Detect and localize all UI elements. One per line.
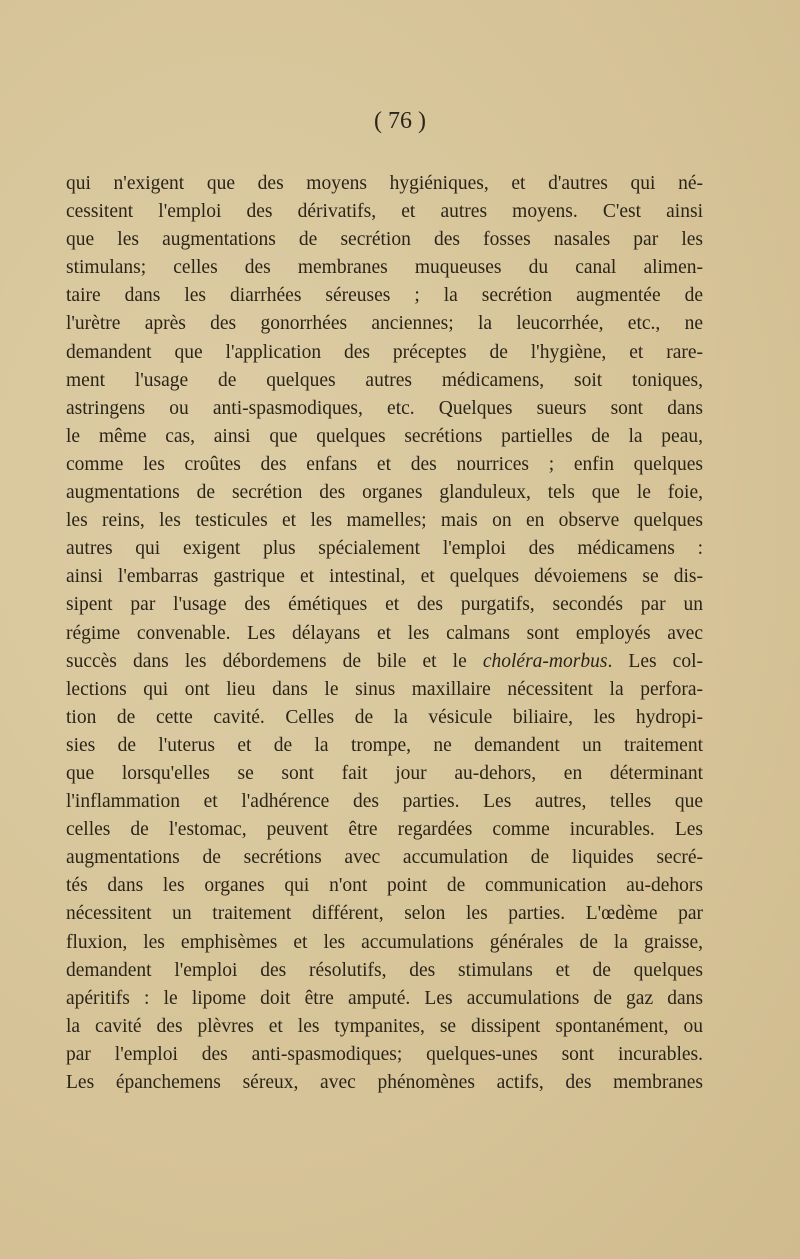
text-line: tion de cette cavité. Celles de la vésicule biliaire, les hydropi- (66, 706, 703, 728)
text-line: comme les croûtes des enfans et des nourrices ; enfin quelques (66, 453, 703, 475)
text-line: qui n'exigent que des moyens hygiéniques, et d'autres qui né- (66, 173, 703, 194)
text-line: ainsi l'embarras gastrique et intestinal, et quelques dévoiemens se dis- (66, 566, 703, 588)
text-line: la cavité des plèvres et les tympanites, se dissipent spontanément, ou (66, 1015, 703, 1037)
text-line: augmentations de secrétions avec accumulation de liquides secré- (66, 847, 703, 869)
text-line: régime convenable. Les délayans et les calmans sont employés avec (66, 622, 703, 644)
text-line: le même cas, ainsi que quelques secrétions partielles de la peau, (66, 425, 703, 447)
text-line: autres qui exigent plus spécialement l'emploi des médicamens : (66, 538, 703, 560)
text-line: augmentations de secrétion des organes glanduleux, tels que le foie, (66, 482, 703, 504)
text-line: l'urètre après des gonorrhées anciennes; la leucorrhée, etc., ne (66, 313, 703, 335)
text-line (66, 648, 703, 676)
text-line: fluxion, les emphisèmes et les accumulations générales de la graisse, (66, 931, 703, 953)
text-line: apéritifs : le lipome doit être amputé. Les accumulations de gaz dans (66, 987, 703, 1009)
text-line: sies de l'uterus et de la trompe, ne demandent un traitement (66, 734, 703, 756)
text-line: cessitent l'emploi des dérivatifs, et autres moyens. C'est ainsi (66, 201, 703, 223)
text-line: astringens ou anti-spasmodiques, etc. Quelques sueurs sont dans (66, 397, 703, 419)
text-run: succès dans les débordemens de bile et le (66, 650, 483, 672)
text-line: demandent que l'application des préceptes de l'hygiène, et rare- (66, 341, 703, 363)
page-number: ( 76 ) (374, 108, 426, 134)
text-line: lections qui ont lieu dans le sinus maxillaire nécessitent la perfora- (66, 678, 703, 700)
text-line: les reins, les testicules et les mamelles; mais on en observe quelques (66, 510, 703, 532)
text-line: sipent par l'usage des émétiques et des purgatifs, secondés par un (66, 594, 703, 616)
body-text (66, 170, 703, 1097)
text-line: l'inflammation et l'adhérence des parties. Les autres, telles que (66, 791, 703, 813)
text-line: demandent l'emploi des résolutifs, des stimulans et de quelques (66, 959, 703, 981)
text-line: ment l'usage de quelques autres médicamens, soit toniques, (66, 369, 703, 391)
text-line: stimulans; celles des membranes muqueuses du canal alimen- (66, 257, 703, 279)
text-line: celles de l'estomac, peuvent être regardées comme incurables. Les (66, 819, 703, 841)
text-line: par l'emploi des anti-spasmodiques; quelques-unes sont incurables. (66, 1043, 703, 1065)
italic-term: choléra-morbus (482, 650, 608, 672)
text-line: que les augmentations de secrétion des fosses nasales par les (66, 229, 703, 251)
text-run: . Les col- (607, 650, 703, 672)
text-line: nécessitent un traitement différent, selon les parties. L'œdème par (66, 903, 703, 925)
text-line: taire dans les diarrhées séreuses ; la secrétion augmentée de (66, 285, 703, 307)
text-line: que lorsqu'elles se sont fait jour au-dehors, en déterminant (66, 762, 703, 784)
text-line: tés dans les organes qui n'ont point de communication au-dehors (66, 875, 703, 897)
text-line: Les épanchemens séreux, avec phénomènes actifs, des membranes (66, 1072, 703, 1093)
